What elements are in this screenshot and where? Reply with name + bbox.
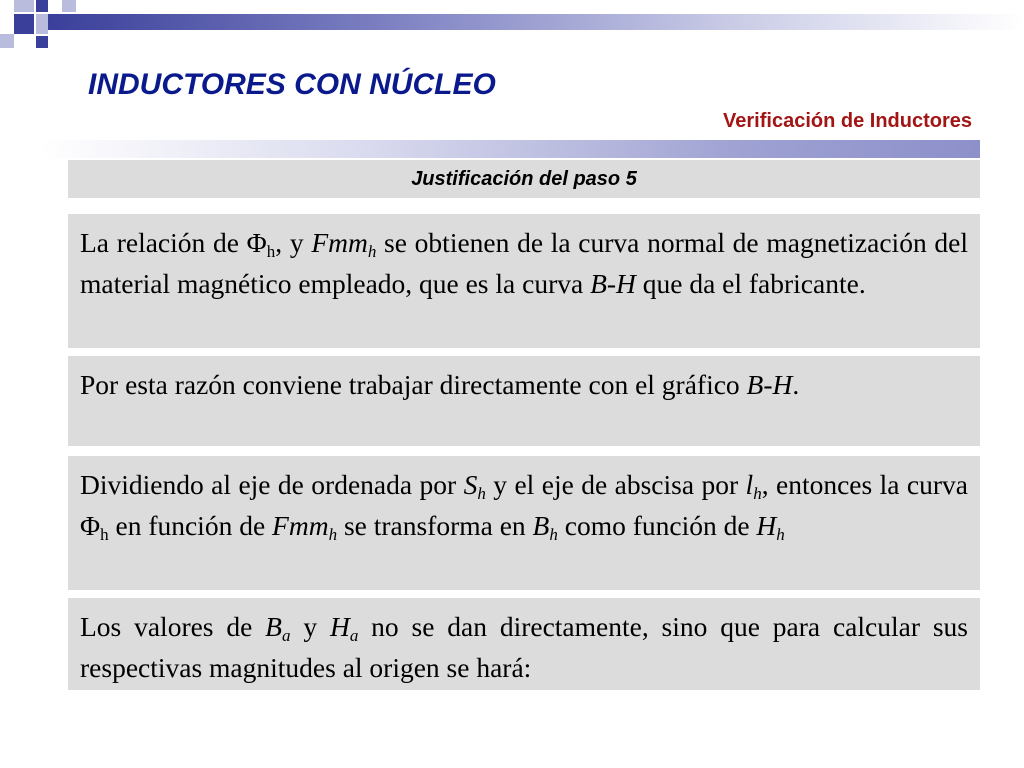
corner-square-decoration <box>36 0 48 12</box>
text: como función de <box>557 510 757 541</box>
symbol-h: H <box>772 369 793 400</box>
corner-square-decoration <box>14 14 34 34</box>
symbol-fmm: Fmm <box>311 227 368 258</box>
subscript: h <box>100 525 109 544</box>
subscript: h <box>753 484 762 503</box>
paragraph-box-4 <box>68 598 980 690</box>
subscript: h <box>549 525 558 544</box>
symbol-s: S <box>463 469 478 500</box>
corner-square-decoration <box>0 34 14 48</box>
subscript: a <box>281 626 291 645</box>
text: y el eje de abscisa por <box>485 469 746 500</box>
text: y <box>290 611 330 642</box>
corner-square-decoration <box>62 0 76 12</box>
page-title: INDUCTORES CON NÚCLEO <box>88 68 496 101</box>
text: Dividiendo al eje de ordenada por <box>80 469 464 500</box>
corner-square-decoration <box>14 0 34 12</box>
corner-square-decoration <box>36 36 48 48</box>
text: que da el fabricante. <box>635 268 866 299</box>
paragraph-box-2 <box>68 356 980 446</box>
corner-square-decoration <box>36 14 48 34</box>
symbol-phi: Φ <box>80 510 101 541</box>
header-divider <box>40 140 980 158</box>
symbol-h: H <box>756 510 777 541</box>
text: , y <box>275 227 312 258</box>
section-heading: Justificación del paso 5 <box>68 160 980 198</box>
paragraph-box-1 <box>68 214 980 348</box>
symbol-bh: B-H <box>590 268 636 299</box>
header-gradient-bar <box>48 14 1024 30</box>
subscript: h <box>328 525 338 544</box>
text: , entonces la curva <box>761 469 968 500</box>
text: Por esta razón conviene trabajar directamente con el gráfico <box>80 369 747 400</box>
text: La relación de <box>80 227 247 258</box>
text: - <box>763 369 773 400</box>
symbol-l: l <box>745 469 754 500</box>
text: se obtienen de la curva normal de magnetización del material magnético empleado, que es la curva <box>80 227 969 299</box>
symbol-fmm: Fmm <box>272 510 329 541</box>
subscript: h <box>477 484 486 503</box>
subscript: a <box>349 626 359 645</box>
symbol-phi: Φ <box>246 227 267 258</box>
text: Los valores de <box>80 611 266 642</box>
symbol-h: H <box>329 611 350 642</box>
page-subtitle: Verificación de Inductores <box>723 110 972 132</box>
symbol-b: B <box>265 611 282 642</box>
symbol-b: B <box>746 369 764 400</box>
text: se transforma en <box>337 510 533 541</box>
subscript: h <box>776 525 785 544</box>
subscript: h <box>266 242 276 261</box>
text: en función de <box>108 510 273 541</box>
paragraph-box-3 <box>68 456 980 590</box>
text: . <box>792 369 800 400</box>
text: no se dan directamente, sino que para calcular sus respectivas magnitudes al origen se hará: <box>80 611 968 683</box>
symbol-b: B <box>532 510 550 541</box>
subscript: h <box>367 242 377 261</box>
